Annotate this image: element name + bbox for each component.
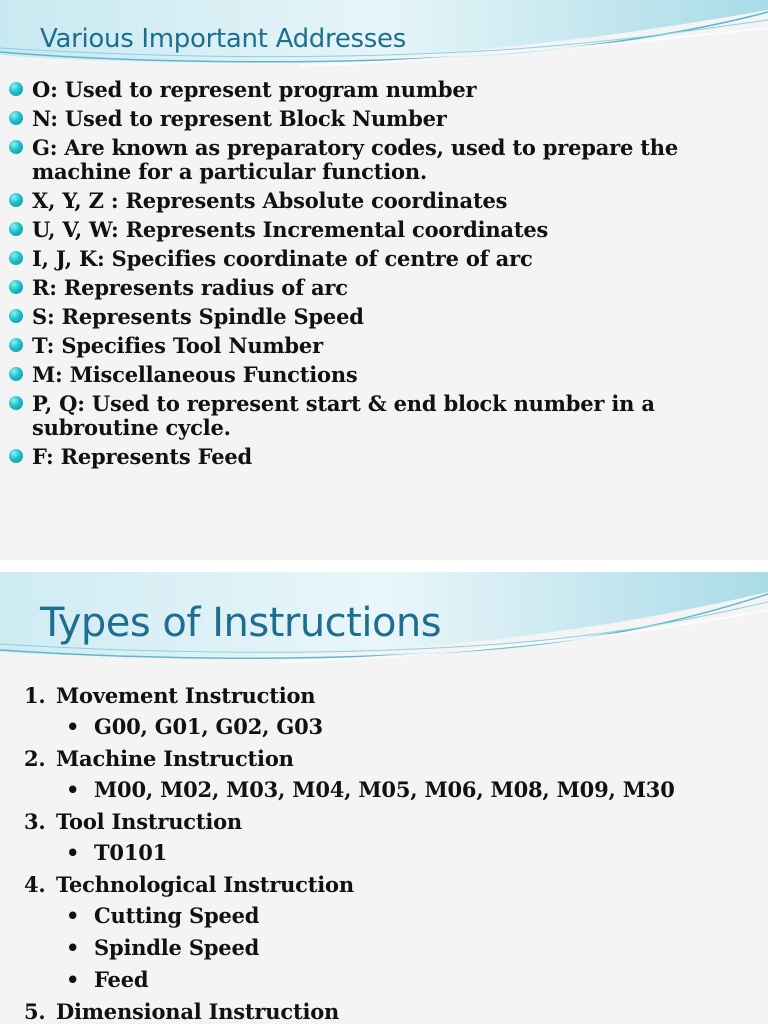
instruction-label: Movement Instruction: [56, 683, 316, 708]
bullet-icon: [9, 222, 23, 236]
instruction-list: [24, 680, 754, 1024]
address-item: [8, 276, 748, 300]
instruction-item: [24, 743, 754, 774]
bullet-icon: [9, 193, 23, 207]
address-item: [8, 392, 748, 440]
instruction-subitem: [24, 837, 754, 869]
address-item-text: N: Used to represent Block Number: [32, 106, 447, 131]
slide-gap: [0, 560, 768, 572]
slide-title: Types of Instructions: [40, 600, 442, 646]
bullet-icon: [9, 280, 23, 294]
address-item: [8, 334, 748, 358]
address-item-text: F: Represents Feed: [32, 444, 252, 469]
address-item-text: X, Y, Z : Represents Absolute coordinates: [32, 188, 508, 213]
instruction-subitem: [24, 932, 754, 964]
bullet-icon: [9, 111, 23, 125]
address-list: [8, 78, 748, 474]
address-item-text: I, J, K: Specifies coordinate of centre of arc: [32, 246, 533, 271]
bullet-icon: [9, 396, 23, 410]
instruction-subitem: [24, 964, 754, 996]
bullet-icon: •: [66, 841, 80, 865]
bullet-icon: [9, 338, 23, 352]
slide-title: Various Important Addresses: [40, 24, 406, 54]
address-item: [8, 78, 748, 102]
bullet-icon: [9, 309, 23, 323]
address-item-text: G: Are known as preparatory codes, used to prepare the machine for a particular function.: [32, 135, 679, 184]
bullet-icon: [9, 449, 23, 463]
bullet-icon: •: [66, 715, 80, 739]
instruction-subitem: [24, 711, 754, 743]
instruction-number: 4.: [24, 872, 46, 897]
address-item-text: P, Q: Used to represent start & end block number in a subroutine cycle.: [32, 391, 655, 440]
address-item: [8, 189, 748, 213]
instruction-subitem: [24, 900, 754, 932]
instruction-subitem-text: T0101: [94, 840, 168, 865]
instruction-label: Dimensional Instruction: [56, 999, 340, 1024]
bullet-icon: [9, 367, 23, 381]
instruction-subitem-text: Cutting Speed: [94, 903, 260, 928]
address-item: [8, 247, 748, 271]
address-item-text: O: Used to represent program number: [32, 77, 477, 102]
address-item: [8, 107, 748, 131]
instruction-number: 1.: [24, 683, 46, 708]
bullet-icon: •: [66, 968, 80, 992]
instruction-subitem-text: Feed: [94, 967, 149, 992]
instruction-number: 3.: [24, 809, 46, 834]
address-item-text: S: Represents Spindle Speed: [32, 304, 364, 329]
instruction-number: 5.: [24, 999, 46, 1024]
slide-types-of-instructions: [0, 572, 768, 1024]
instruction-number: 2.: [24, 746, 46, 771]
instruction-item: [24, 680, 754, 711]
bullet-icon: [9, 82, 23, 96]
instruction-subitem-text: M00, M02, M03, M04, M05, M06, M08, M09, M30: [94, 777, 675, 802]
instruction-label: Technological Instruction: [56, 872, 354, 897]
instruction-label: Tool Instruction: [56, 809, 243, 834]
address-item: [8, 305, 748, 329]
instruction-item: [24, 806, 754, 837]
address-item-text: T: Specifies Tool Number: [32, 333, 323, 358]
instruction-subitem-text: Spindle Speed: [94, 935, 260, 960]
bullet-icon: •: [66, 778, 80, 802]
bullet-icon: [9, 140, 23, 154]
instruction-subitem-text: G00, G01, G02, G03: [94, 714, 323, 739]
instruction-label: Machine Instruction: [56, 746, 294, 771]
address-item-text: M: Miscellaneous Functions: [32, 362, 358, 387]
address-item: [8, 136, 748, 184]
bullet-icon: •: [66, 904, 80, 928]
address-item: [8, 218, 748, 242]
address-item-text: R: Represents radius of arc: [32, 275, 348, 300]
bullet-icon: [9, 251, 23, 265]
instruction-item: [24, 869, 754, 900]
address-item: [8, 445, 748, 469]
address-item-text: U, V, W: Represents Incremental coordinates: [32, 217, 549, 242]
instruction-subitem: [24, 774, 754, 806]
bullet-icon: •: [66, 936, 80, 960]
address-item: [8, 363, 748, 387]
instruction-item: [24, 996, 754, 1024]
